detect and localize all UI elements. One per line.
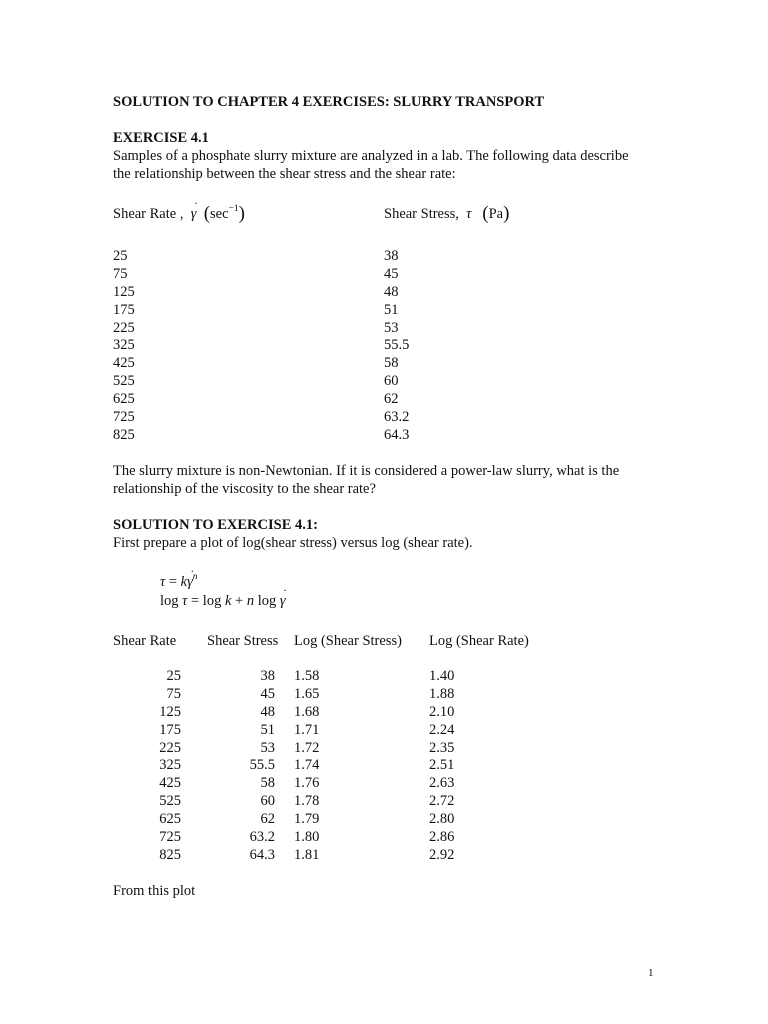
shear-stress-value: 63.2 (384, 409, 410, 426)
table-header-shear-stress: Shear Stress (207, 633, 279, 649)
table-shear-stress-cell: 64.3 (249, 846, 275, 863)
table-log-shear-stress-cell: 1.74 (294, 757, 320, 774)
table-shear-stress-cell: 58 (260, 775, 275, 792)
table-shear-rate-cell: 425 (159, 775, 181, 792)
document-title: SOLUTION TO CHAPTER 4 EXERCISES: SLURRY TRANSPORT (113, 94, 545, 110)
table-shear-rate-cell: 25 (166, 668, 181, 684)
eq2-n: n (246, 593, 255, 609)
table-shear-rate-cell: 825 (159, 846, 181, 863)
table-shear-rate-cell: 175 (159, 721, 181, 738)
table-log-shear-rate-cell: 1.88 (429, 685, 455, 702)
table-shear-stress-cell: 45 (260, 685, 275, 702)
shear-stress-value: 55.5 (384, 337, 410, 354)
question-line-2: relationship of the viscosity to the shear rate? (113, 481, 376, 497)
shear-stress-label: Shear Stress, (384, 206, 459, 222)
shear-stress-value: 60 (384, 373, 399, 390)
shear-rate-value: 125 (113, 283, 135, 300)
shear-stress-value: 45 (384, 265, 399, 282)
power-law-equation (160, 573, 198, 591)
shear-rate-exponent: −1 (228, 204, 239, 214)
shear-stress-value: 53 (384, 319, 399, 336)
eq2-plus: + (235, 593, 244, 609)
table-log-shear-rate-cell: 2.35 (429, 739, 455, 756)
solution-intro: First prepare a plot of log(shear stress) versus log (shear rate). (113, 535, 473, 551)
log-equation (160, 592, 286, 610)
table-log-shear-stress-cell: 1.76 (294, 775, 320, 792)
table-log-shear-rate-cell: 1.40 (429, 668, 455, 684)
table-log-shear-stress-cell: 1.79 (294, 811, 320, 828)
table-shear-stress-cell: 53 (260, 739, 275, 756)
table-log-shear-stress-cell: 1.78 (294, 793, 320, 810)
eq2-k: k (224, 593, 232, 609)
table-log-shear-rate-cell: 2.63 (429, 775, 455, 792)
table-shear-stress-cell: 38 (260, 668, 275, 684)
table-shear-stress-cell: 55.5 (249, 757, 275, 774)
table-shear-stress-cell: 63.2 (249, 829, 275, 846)
eq2-gamma-dot: ˙ γ (280, 592, 286, 610)
shear-stress-value: 64.3 (384, 426, 410, 443)
shear-stress-value: 38 (384, 248, 399, 264)
table-log-shear-stress-cell: 1.81 (294, 846, 320, 863)
shear-rate-value: 425 (113, 355, 135, 372)
table-shear-stress-column (230, 668, 275, 865)
solution-heading: SOLUTION TO EXERCISE 4.1: (113, 517, 318, 533)
exercise-intro-line-2: the relationship between the shear stress and the shear rate: (113, 166, 456, 182)
table-shear-rate-cell: 225 (159, 739, 181, 756)
gamma-dot-symbol: ˙ γ (191, 205, 197, 223)
eq2-tau: τ (182, 593, 188, 609)
shear-rate-unit: sec (210, 206, 229, 222)
table-shear-stress-cell: 51 (260, 721, 275, 738)
page-number: 1 (648, 967, 654, 979)
table-shear-stress-cell: 60 (260, 793, 275, 810)
table-shear-stress-cell: 62 (260, 811, 275, 828)
eq2-log: log (160, 593, 179, 609)
shear-rate-value: 325 (113, 337, 135, 354)
eq2-equals: = (190, 593, 200, 609)
table-log-shear-rate-cell: 2.92 (429, 846, 455, 863)
shear-rate-value: 825 (113, 426, 135, 443)
table-log-shear-rate-cell: 2.51 (429, 757, 455, 774)
table-log-shear-stress-column (294, 668, 319, 865)
shear-rate-value: 225 (113, 319, 135, 336)
shear-rate-value: 725 (113, 409, 135, 426)
closing-text: From this plot (113, 883, 196, 899)
shear-stress-value: 51 (384, 301, 399, 318)
shear-stress-value: 58 (384, 355, 399, 372)
table-header-shear-rate: Shear Rate (113, 633, 177, 649)
table-shear-rate-cell: 525 (159, 793, 181, 810)
table-log-shear-stress-cell: 1.72 (294, 739, 320, 756)
shear-rate-header: Shear Rate , ˙ γ $(\sec^{-1})$ (113, 205, 245, 223)
table-log-shear-stress-cell: 1.80 (294, 829, 320, 846)
shear-stress-value: 62 (384, 391, 399, 408)
shear-stress-header: Shear Stress, τ (Pa) (384, 203, 510, 224)
eq1-n: n (192, 572, 198, 582)
shear-rate-value: 25 (113, 248, 128, 264)
eq1-k: k (180, 574, 188, 590)
table-shear-rate-cell: 625 (159, 811, 181, 828)
table-log-shear-rate-cell: 2.72 (429, 793, 455, 810)
eq1-equals: = (168, 574, 178, 590)
table-log-shear-rate-cell: 2.86 (429, 829, 455, 846)
shear-rate-value: 175 (113, 301, 135, 318)
shear-rate-label: Shear Rate , (113, 206, 184, 222)
table-log-shear-rate-cell: 2.10 (429, 703, 455, 720)
shear-stress-unit: Pa (488, 206, 504, 222)
shear-rate-column (113, 248, 135, 445)
exercise-intro-line-1: Samples of a phosphate slurry mixture are analyzed in a lab. The following data describe (113, 148, 629, 164)
shear-stress-value: 48 (384, 283, 399, 300)
table-log-shear-stress-cell: 1.65 (294, 685, 320, 702)
table-shear-rate-cell: 325 (159, 757, 181, 774)
table-log-shear-rate-cell: 2.24 (429, 721, 455, 738)
table-shear-rate-cell: 75 (166, 685, 181, 702)
table-shear-rate-cell: 125 (159, 703, 181, 720)
table-header-log-shear-stress: Log (Shear Stress) (294, 633, 402, 649)
table-log-shear-stress-cell: 1.58 (294, 668, 320, 684)
eq2-log-k: log (202, 593, 222, 609)
shear-rate-value: 525 (113, 373, 135, 390)
shear-stress-column (384, 248, 409, 445)
eq1-tau: τ (160, 574, 166, 590)
table-log-shear-stress-cell: 1.68 (294, 703, 320, 720)
table-shear-stress-cell: 48 (260, 703, 275, 720)
exercise-heading: EXERCISE 4.1 (113, 130, 209, 146)
table-shear-rate-cell: 725 (159, 829, 181, 846)
shear-rate-value: 625 (113, 391, 135, 408)
table-log-shear-rate-cell: 2.80 (429, 811, 455, 828)
eq1-gamma-dot: ˙ γ (187, 573, 193, 591)
shear-rate-value: 75 (113, 265, 128, 282)
table-log-shear-rate-column (429, 668, 454, 865)
eq2-log-gamma: log (257, 593, 277, 609)
question-line-1: The slurry mixture is non-Newtonian. If it is considered a power-law slurry, what is the (113, 463, 620, 479)
tau-symbol: τ (466, 206, 472, 222)
table-log-shear-stress-cell: 1.71 (294, 721, 320, 738)
table-shear-rate-column (130, 668, 181, 865)
table-header-log-shear-rate: Log (Shear Rate) (429, 633, 529, 649)
